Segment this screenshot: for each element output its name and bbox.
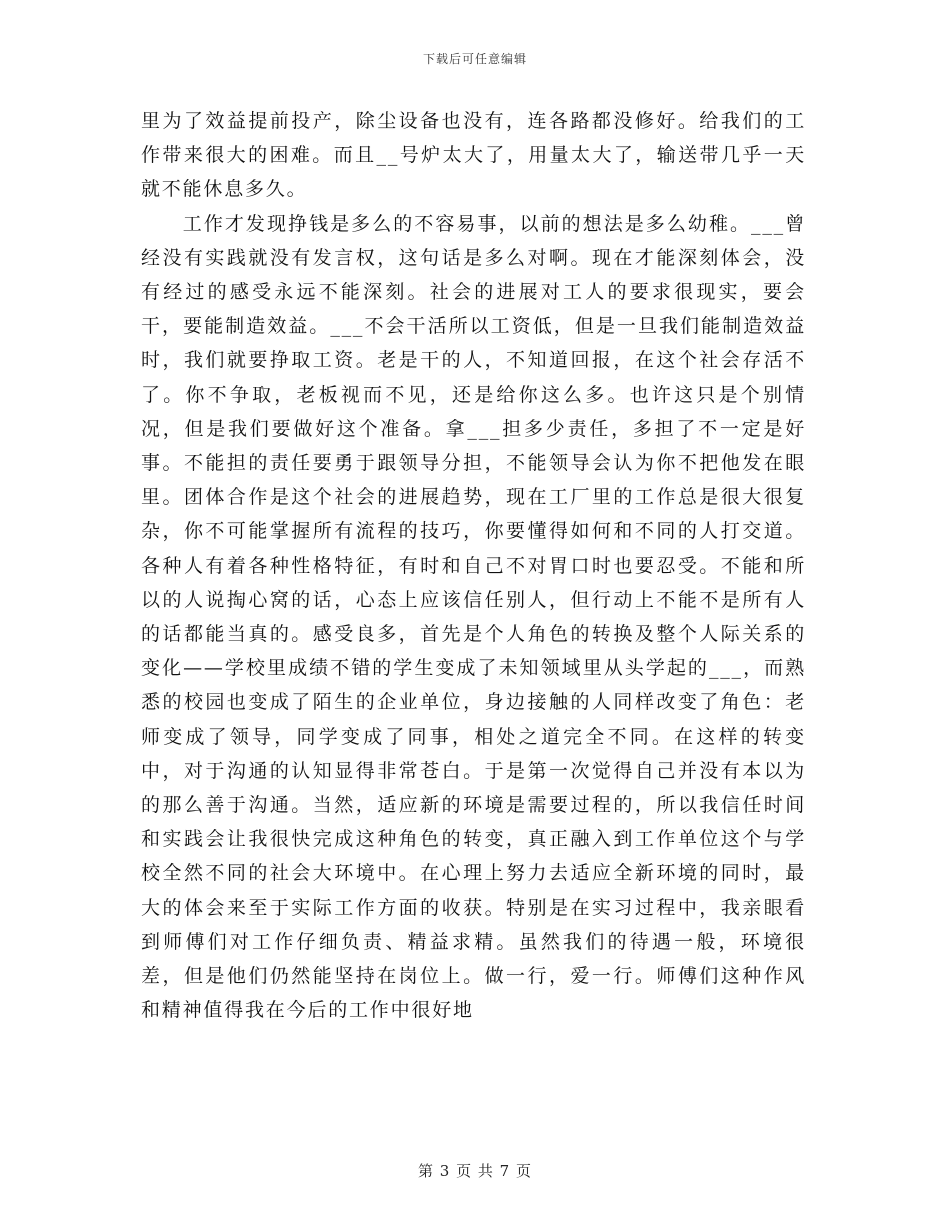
page-number: 第 3 页 共 7 页 bbox=[418, 1162, 532, 1180]
paragraph-2: 工作才发现挣钱是多么的不容易事，以前的想法是多么幼稚。___曾经没有实践就没有发言权，这句话是多么对啊。现在才能深刻体会，没有经过的感受永远不能深刻。社会的进展对工人的要求很现实，要会干，要能制造效益。___不会干活所以工资低，但是一旦我们能制造效益时，我们就要挣取工资。老是干的人，不知道回报，在这个社会存活不了。你不争取，老板视而不见，还是给你这么多。也许这只是个别情况，但是我们要做好这个准备。拿___担多少责任，多担了不一定是好事。不能担的责任要勇于跟领导分担，不能领导会认为你不把他发在眼里。团体合作是这个社会的进展趋势，现在工厂里的工作总是很大很复杂，你不可能掌握所有流程的技巧，你要懂得如何和不同的人打交道。各种人有着各种性格特征，有时和自己不对胃口时也要忍受。不能和所以的人说掏心窝的话，心态上应该信任别人，但行动上不能不是所有人的话都能当真的。感受良多，首先是个人角色的转换及整个人际关系的变化——学校里成绩不错的学生变成了未知领域里从头学起的___，而熟悉的校园也变成了陌生的企业单位，身边接触的人同样改变了角色：老师变成了领导，同学变成了同事，相处之道完全不同。在这样的转变中，对于沟通的认知显得非常苍白。于是第一次觉得自己并没有本以为的那么善于沟通。当然，适应新的环境是需要过程的，所以我信任时间和实践会让我很快完成这种角色的转变，真正融入到工作单位这个与学校全然不同的社会大环境中。在心理上努力去适应全新环境的同时，最大的体会来至于实际工作方面的收获。特别是在实习过程中，我亲眼看到师傅们对工作仔细负责、精益求精。虽然我们的待遇一般，环境很差，但是他们仍然能坚持在岗位上。做一行，爱一行。师傅们这种作风和精神值得我在今后的工作中很好地 bbox=[141, 212, 806, 1022]
page-header: 下载后可任意编辑 bbox=[422, 52, 527, 66]
paragraph-1: 里为了效益提前投产，除尘设备也没有，连各路都没修好。给我们的工作带来很大的困难。而且__号炉太大了，用量太大了，输送带几乎一天就不能休息多久。 bbox=[141, 110, 806, 201]
document-body bbox=[141, 104, 806, 1027]
